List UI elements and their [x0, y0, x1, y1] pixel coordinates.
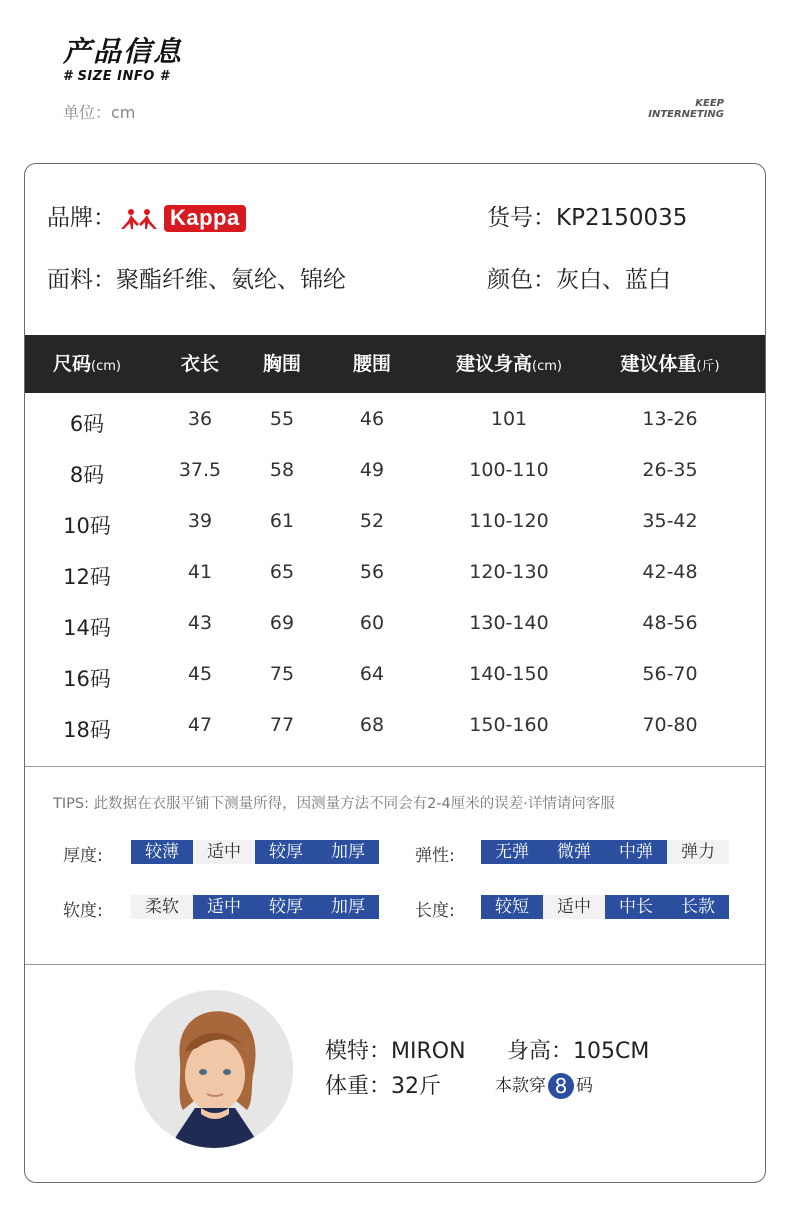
attribute-options [481, 840, 729, 864]
size-cell: 18码 [63, 718, 111, 742]
table-cell: 68 [359, 714, 385, 736]
wears-prefix: 本款穿 [495, 1076, 546, 1096]
size-cell: 16码 [63, 667, 111, 691]
attribute-chip: 适中 [543, 895, 605, 919]
table-cell: 55 [269, 408, 295, 430]
table-cell: 70-80 [642, 714, 698, 736]
brand-label: 品牌： [47, 205, 116, 231]
table-cell: 37.5 [178, 459, 222, 481]
table-cell: 41 [187, 561, 213, 583]
kappa-omini-icon [118, 208, 160, 230]
header-cell-5 [590, 335, 750, 393]
attribute-chip: 适中 [193, 895, 255, 919]
header-text: 建议身高 [456, 353, 533, 375]
attribute-chip: 适中 [193, 840, 255, 864]
header-unit: (斤) [696, 359, 720, 374]
model-name [325, 1034, 466, 1065]
size-cell: 12码 [63, 565, 111, 589]
attribute-label: 厚度: [63, 846, 103, 866]
header-unit: (cm) [532, 359, 562, 374]
model-height-label: 身高： [507, 1039, 574, 1064]
model-portrait-icon [135, 990, 293, 1148]
table-cell: 56 [359, 561, 385, 583]
size-cell: 8码 [69, 463, 105, 487]
attribute-chip: 较短 [481, 895, 543, 919]
table-cell: 75 [269, 663, 295, 685]
model-weight [325, 1069, 441, 1100]
material-value: 聚酯纤维、氨纶、锦纶 [116, 267, 346, 293]
table-cell: 58 [269, 459, 295, 481]
attributes-bottom-divider [25, 964, 765, 965]
header-cell-3 [292, 335, 452, 393]
table-cell: 47 [187, 714, 213, 736]
table-cell: 49 [359, 459, 385, 481]
model-wears-size [495, 1071, 593, 1099]
model-weight-label: 体重： [325, 1074, 392, 1099]
kappa-logo [118, 205, 246, 232]
size-info-card [24, 163, 766, 1183]
wears-suffix: 码 [576, 1076, 593, 1096]
unit-label: 单位：cm [63, 103, 136, 122]
table-cell: 36 [187, 408, 213, 430]
attribute-chip: 柔软 [131, 895, 193, 919]
color-value: 灰白、蓝白 [556, 267, 671, 293]
table-cell: 150-160 [469, 714, 549, 736]
attribute-chip: 较厚 [255, 840, 317, 864]
attribute-label: 软度: [63, 901, 103, 921]
kappa-wordmark: Kappa [164, 205, 246, 232]
attribute-chip: 微弹 [543, 840, 605, 864]
tagline-line-1: KEEP [695, 98, 724, 109]
tips-text: TIPS: 此数据在衣服平铺下测量所得，因测量方法不同会有2-4厘米的误差·详情请问客服 [53, 796, 615, 812]
material-row [47, 261, 346, 294]
brand-row [47, 199, 246, 232]
table-cell: 77 [269, 714, 295, 736]
attribute-options [481, 895, 729, 919]
tagline-line-2: INTERNETING [648, 109, 724, 120]
table-cell: 39 [187, 510, 213, 532]
table-cell: 42-48 [642, 561, 698, 583]
header-text: 尺码 [53, 353, 92, 375]
table-cell: 110-120 [469, 510, 549, 532]
table-cell: 100-110 [469, 459, 549, 481]
table-cell: 52 [359, 510, 385, 532]
model-height-value: 105CM [573, 1039, 650, 1064]
sku-row [487, 199, 687, 232]
table-cell: 61 [269, 510, 295, 532]
header-unit: (cm) [91, 359, 121, 374]
attribute-label: 弹性: [415, 846, 455, 866]
attribute-chip: 中长 [605, 895, 667, 919]
table-cell: 35-42 [642, 510, 698, 532]
color-label: 颜色： [487, 267, 556, 293]
attribute-options [131, 895, 379, 919]
model-name-value: MIRON [391, 1039, 466, 1064]
sku-value: KP2150035 [556, 205, 688, 231]
attribute-options [131, 840, 379, 864]
attribute-chip: 中弹 [605, 840, 667, 864]
model-weight-value: 32斤 [391, 1074, 442, 1099]
model-name-label: 模特： [325, 1039, 392, 1064]
table-cell: 45 [187, 663, 213, 685]
table-cell: 69 [269, 612, 295, 634]
header-text: 胸围 [262, 353, 301, 375]
model-height [507, 1034, 649, 1065]
attribute-chip: 加厚 [317, 895, 379, 919]
size-cell: 6码 [69, 412, 105, 436]
wears-size-badge: 8 [548, 1073, 574, 1099]
table-cell: 101 [490, 408, 528, 430]
table-cell: 46 [359, 408, 385, 430]
table-cell: 48-56 [642, 612, 698, 634]
header-text: 衣长 [180, 353, 219, 375]
header-cell-4 [429, 335, 589, 393]
table-cell: 130-140 [469, 612, 549, 634]
page-title: 产品信息 [63, 35, 184, 68]
model-avatar [135, 990, 293, 1148]
header-text: 建议体重 [620, 353, 697, 375]
size-table-header [25, 335, 765, 393]
table-cell: 140-150 [469, 663, 549, 685]
attribute-chip: 弹力 [667, 840, 729, 864]
color-row [487, 261, 671, 294]
table-cell: 56-70 [642, 663, 698, 685]
table-cell: 26-35 [642, 459, 698, 481]
material-label: 面料： [47, 267, 116, 293]
table-cell: 64 [359, 663, 385, 685]
size-cell: 10码 [63, 514, 111, 538]
table-bottom-divider [25, 766, 765, 767]
attribute-chip: 较薄 [131, 840, 193, 864]
header-text: 腰围 [352, 353, 391, 375]
table-cell: 65 [269, 561, 295, 583]
attribute-label: 长度: [415, 901, 455, 921]
attribute-chip: 无弹 [481, 840, 543, 864]
page-subtitle: # SIZE INFO # [63, 69, 170, 84]
attribute-chip: 长款 [667, 895, 729, 919]
table-cell: 43 [187, 612, 213, 634]
table-cell: 60 [359, 612, 385, 634]
size-cell: 14码 [63, 616, 111, 640]
brand-tagline [648, 98, 724, 120]
table-cell: 13-26 [642, 408, 698, 430]
attribute-chip: 较厚 [255, 895, 317, 919]
table-cell: 120-130 [469, 561, 549, 583]
attribute-chip: 加厚 [317, 840, 379, 864]
sku-label: 货号： [487, 205, 556, 231]
